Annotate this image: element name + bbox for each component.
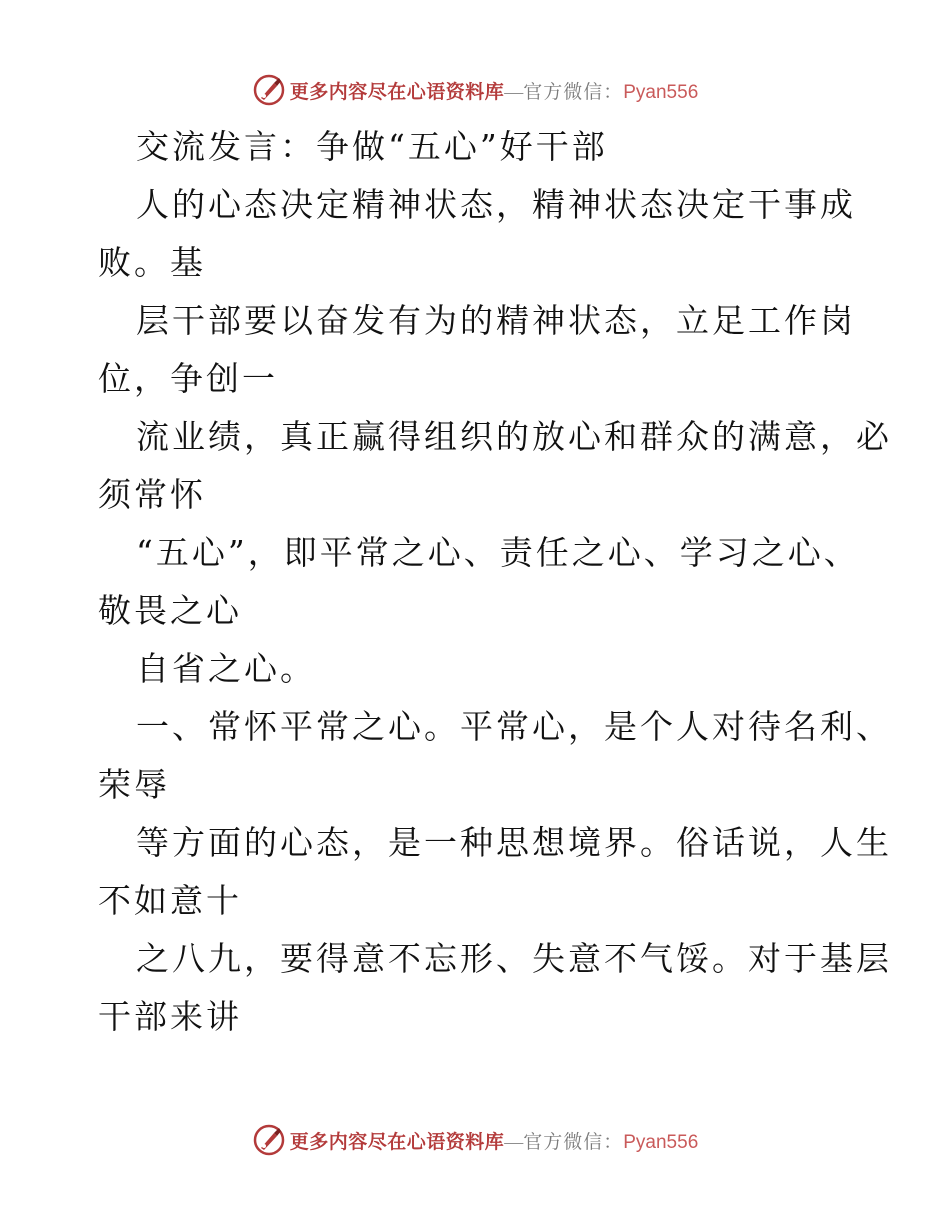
- quill-pen-icon: [252, 1123, 286, 1157]
- watermark-wechat-id: Pyan556: [623, 81, 699, 103]
- text-line: 一、常怀平常之心。平常心，是个人对待名利、: [136, 707, 892, 746]
- text-line: 败。基: [98, 243, 206, 282]
- text-line: 不如意十: [98, 881, 242, 920]
- text-line: 之八九，要得意不忘形、失意不气馁。对于基层: [136, 939, 892, 978]
- text-line: 荣辱: [98, 765, 170, 804]
- watermark-wechat-label: 官方微信：: [523, 80, 624, 103]
- document-body: [98, 118, 892, 1046]
- text-line: 自省之心。: [136, 649, 316, 688]
- footer-watermark: [0, 1120, 950, 1160]
- header-watermark: [0, 70, 950, 110]
- quill-pen-icon: [252, 73, 286, 107]
- text-line: 等方面的心态，是一种思想境界。俗话说，人生: [136, 823, 892, 862]
- text-line: 干部来讲: [98, 997, 242, 1036]
- text-line: 交流发言：争做“五心”好干部: [136, 127, 608, 166]
- text-line: 层干部要以奋发有为的精神状态，立足工作岗: [136, 301, 856, 340]
- watermark-main-text: 更多内容尽在心语资料库: [289, 80, 505, 103]
- watermark-wechat-id: Pyan556: [623, 1131, 699, 1153]
- watermark-separator: —: [504, 1131, 524, 1153]
- text-line: 位，争创一: [98, 359, 278, 398]
- text-line: 敬畏之心: [98, 591, 242, 630]
- watermark-separator: —: [504, 81, 524, 103]
- text-line: 须常怀: [98, 475, 206, 514]
- text-line: 流业绩，真正赢得组织的放心和群众的满意，必: [136, 417, 892, 456]
- text-line: 人的心态决定精神状态，精神状态决定干事成: [136, 185, 856, 224]
- text-line: “五心”，即平常之心、责任之心、学习之心、: [136, 533, 860, 572]
- watermark-wechat-label: 官方微信：: [523, 1130, 624, 1153]
- watermark-main-text: 更多内容尽在心语资料库: [289, 1130, 505, 1153]
